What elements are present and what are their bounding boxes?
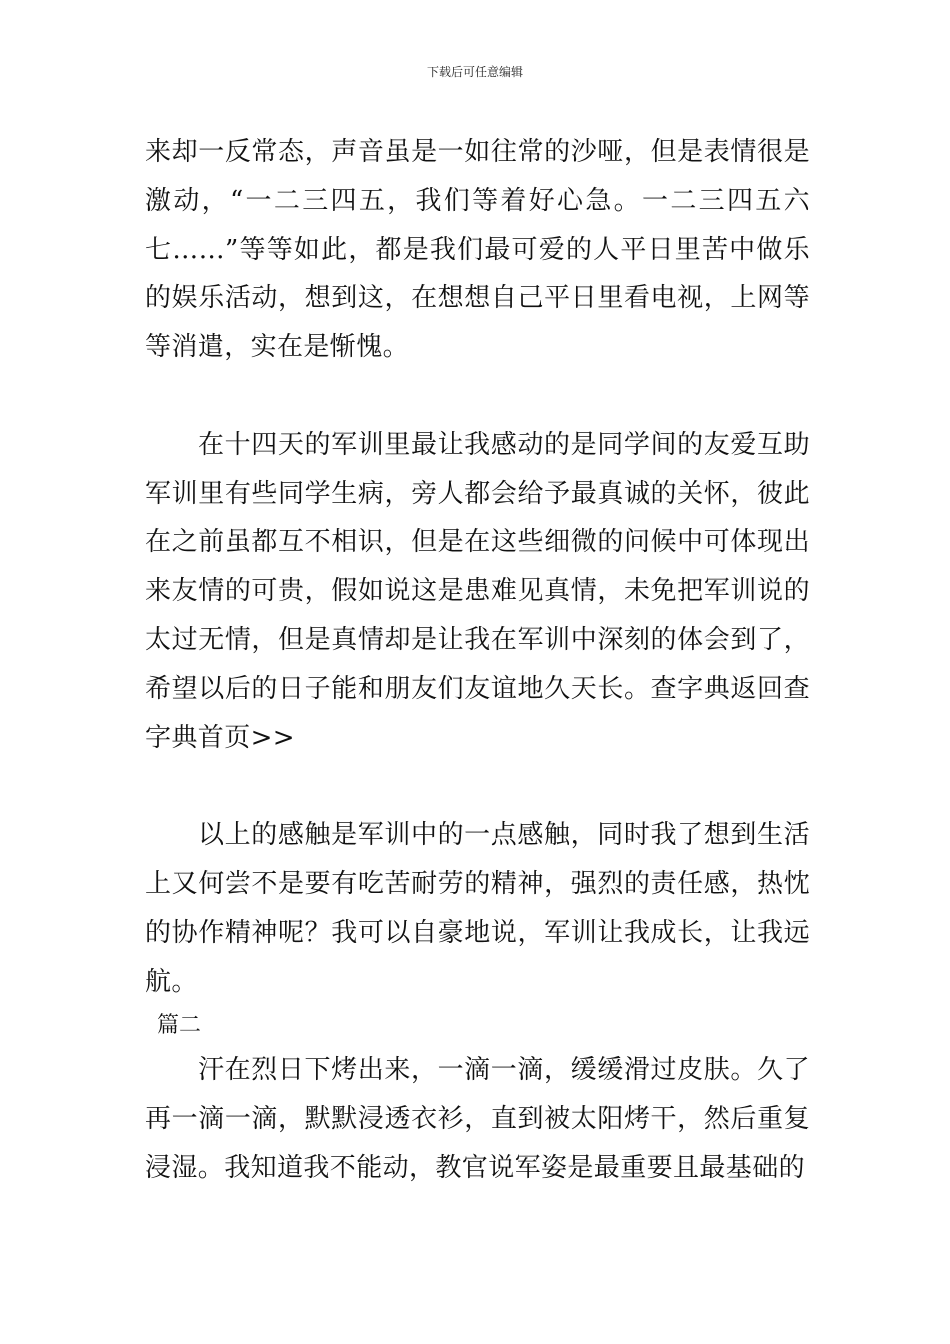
paragraph-gap — [145, 372, 810, 421]
paragraph-gap — [145, 762, 810, 811]
section-heading: 篇二 — [157, 1013, 202, 1039]
document-body — [145, 128, 810, 1193]
paragraph-continuation: 来却一反常态，声音虽是一如往常的沙哑，但是表情很是激动，“一二三四五，我们等着好心急。一二三四五六七……”等等如此，都是我们最可爱的人平日里苦中做乐的娱乐活动，想到这，在想想自己平日里看电视，上网等等消遣，实在是惭愧。 — [145, 137, 810, 363]
paragraph-conclusion: 以上的感触是军训中的一点感触，同时我了想到生活上又何尝不是要有吃苦耐劳的精神，强烈的责任感，热忱的协作精神呢？我可以自豪地说，军训让我成长，让我远航。 — [145, 820, 810, 997]
paragraph-friendship: 在十四天的军训里最让我感动的是同学间的友爱互助军训里有些同学生病，旁人都会给予最真诚的关怀，彼此在之前虽都互不相识，但是在这些细微的问候中可体现出来友情的可贵，假如说这是患难见真情，未免把军训说的太过无情，但是真情却是让我在军训中深刻的体会到了，希望以后的日子能和朋友们友谊地久天长。查字典返回查字典首页>> — [145, 429, 810, 753]
page-header: 下载后可任意编辑 — [426, 65, 523, 79]
paragraph-section-two: 汗在烈日下烤出来，一滴一滴，缓缓滑过皮肤。久了再一滴一滴，默默浸透衣衫，直到被太阳烤干，然后重复浸湿。我知道我不能动，教官说军姿是最重要且最基础的 — [145, 1055, 810, 1183]
